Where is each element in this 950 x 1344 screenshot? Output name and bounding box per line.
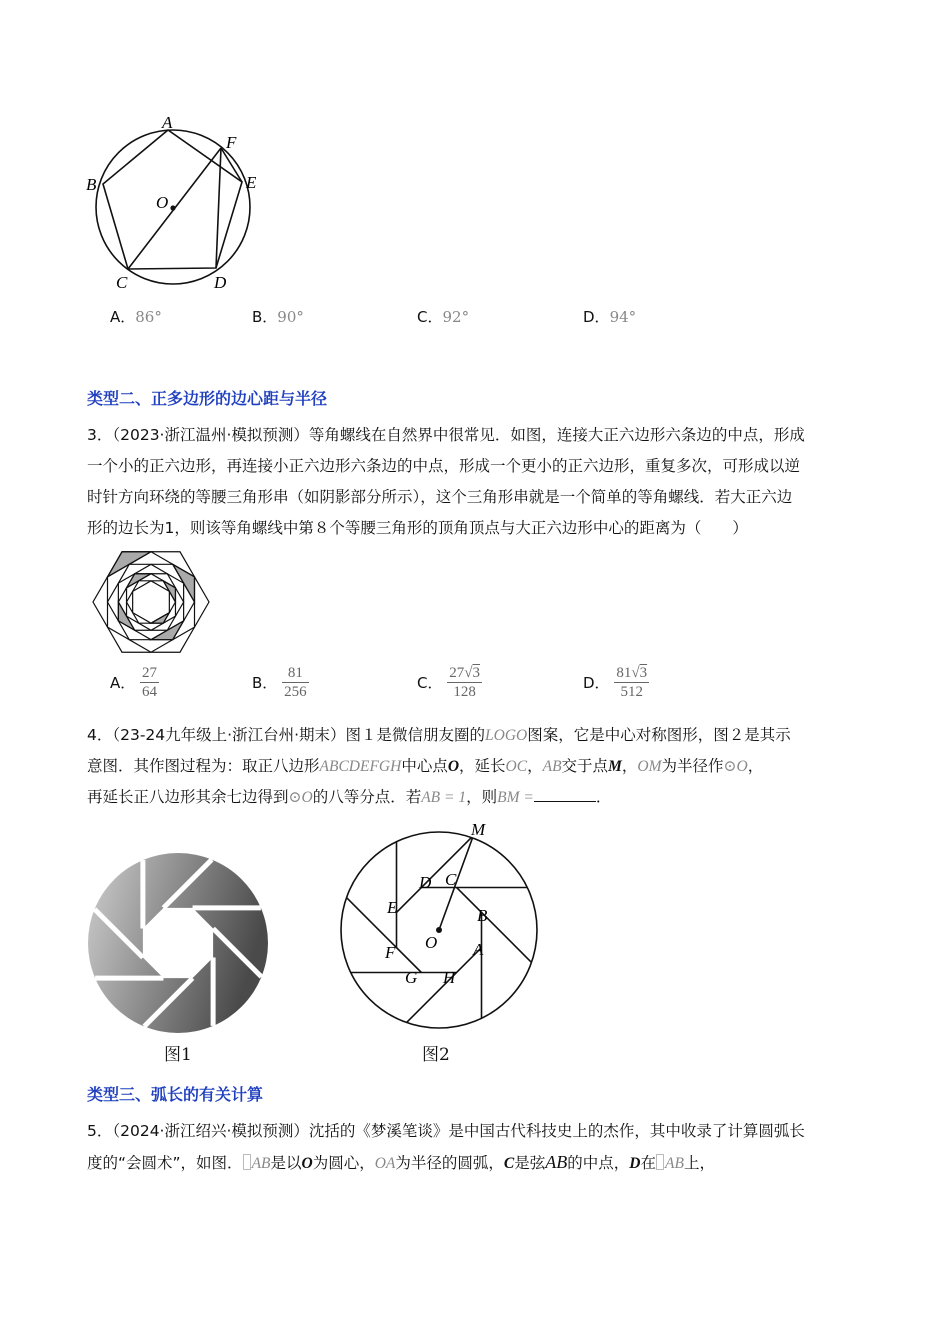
text: 4．（23-24九年级上·浙江台州·期末）图１是微信朋友圈的	[87, 726, 486, 744]
extended-side-line	[457, 888, 532, 963]
fraction	[140, 664, 159, 701]
label-D: D	[419, 873, 432, 892]
option-letter: C．	[417, 674, 443, 692]
formula: M	[608, 758, 622, 775]
label-A: A	[162, 113, 173, 132]
octagon-construction-figure	[335, 818, 545, 1033]
numerator: 27	[142, 665, 158, 681]
label-E: E	[387, 898, 398, 917]
text: 的中点，	[567, 1154, 630, 1172]
formula: OM	[637, 758, 662, 775]
extended-side-line	[347, 898, 422, 973]
label-F: F	[226, 133, 237, 152]
formula: ABCDEFGH	[319, 758, 402, 775]
sqrt-symbol: √	[631, 665, 640, 681]
denominator: 512	[620, 684, 643, 700]
answer-blank[interactable]	[534, 787, 596, 802]
label-H: H	[443, 968, 456, 987]
extended-side-line	[397, 838, 472, 913]
q3-line: 形的边长为1，则该等角螺线中第８个等腰三角形的顶角顶点与大正六边形中心的距离为（ ）	[87, 519, 748, 537]
label-C: C	[116, 273, 128, 292]
q3-option-b[interactable]	[252, 664, 309, 701]
option-letter: A．	[110, 674, 136, 692]
q5-text	[87, 1116, 887, 1179]
formula: O	[447, 758, 460, 775]
q2-option-a[interactable]	[110, 306, 162, 327]
text: 为半径作	[661, 757, 724, 775]
option-letter: B．	[252, 308, 278, 326]
formula: D	[629, 1155, 641, 1172]
text: 为半径的圆弧，	[395, 1154, 504, 1172]
denominator: 256	[284, 684, 307, 700]
text: 意图．其作图过程为：取正八边形	[87, 757, 320, 775]
label-O: O	[425, 933, 438, 952]
q4-line-3	[87, 782, 887, 813]
formula: ⊙O	[723, 758, 748, 775]
text: ，	[747, 757, 764, 775]
q2-option-d[interactable]	[583, 306, 636, 327]
figure2-caption: 图2	[422, 1045, 450, 1065]
option-letter: C．	[417, 308, 443, 326]
formula: AB	[542, 758, 562, 775]
label-G: G	[405, 968, 418, 987]
formula: AB	[545, 1152, 568, 1172]
text: 是弦	[514, 1154, 546, 1172]
q3-text	[87, 420, 877, 544]
q3-option-a[interactable]	[110, 664, 159, 701]
arc-symbol	[656, 1154, 664, 1170]
fraction	[614, 664, 649, 701]
denominator: 64	[142, 684, 158, 700]
formula: C	[503, 1155, 515, 1172]
label-D: D	[214, 273, 227, 292]
label-O: O	[156, 193, 169, 212]
option-value: 90°	[277, 308, 304, 326]
numerator-coef: 81	[616, 665, 632, 681]
denominator: 128	[453, 684, 476, 700]
label-F: F	[385, 943, 396, 962]
option-value: 92°	[442, 308, 470, 326]
label-B: B	[477, 906, 488, 925]
text: ．	[595, 788, 612, 806]
q4-text	[87, 720, 887, 813]
q3-option-c[interactable]	[417, 664, 482, 701]
pentagon-circle-figure	[80, 110, 280, 295]
text: 是以	[270, 1154, 302, 1172]
option-value: 94°	[609, 308, 637, 326]
label-B: B	[86, 175, 97, 194]
shutter-logo-figure	[82, 852, 274, 1034]
label-C: C	[445, 870, 457, 889]
text: 图案，它是中心对称图形，图２是其示	[527, 726, 791, 744]
q2-option-b[interactable]	[252, 306, 304, 327]
q5-line-1: 5．（2024·浙江绍兴·模拟预测）沈括的《梦溪笔谈》是中国古代科技史上的杰作，其中收录了计算圆弧长	[87, 1122, 805, 1140]
numerator	[614, 664, 649, 683]
sqrt-symbol: √	[464, 665, 473, 681]
label-A: A	[473, 940, 484, 959]
formula: AB	[665, 1155, 684, 1172]
q4-line-1	[87, 720, 887, 751]
hexagon-outline	[93, 552, 209, 652]
section2-heading: 类型二、正多边形的边心距与半径	[87, 389, 328, 408]
text: 为圆心，	[312, 1154, 375, 1172]
numerator	[447, 664, 482, 683]
arc-symbol	[243, 1154, 251, 1170]
text: 的八等分点．若	[312, 788, 422, 806]
text: 在	[640, 1154, 657, 1172]
numerator: 81	[282, 664, 309, 683]
label-E: E	[246, 173, 257, 192]
option-value: 86°	[135, 308, 162, 326]
text: 度的“会圆术”，如图．	[87, 1154, 243, 1172]
formula: AB = 1	[421, 789, 467, 806]
option-letter: A．	[110, 308, 136, 326]
radicand: 3	[639, 665, 648, 681]
q3-line: 时针方向环绕的等腰三角形串（如阴影部分所示），这个三角形串就是一个简单的等角螺线．若大正六边	[87, 488, 793, 506]
text: 上，	[683, 1154, 715, 1172]
option-letter: D．	[583, 308, 610, 326]
section3-heading: 类型三、弧长的有关计算	[87, 1085, 264, 1104]
text: 中心点	[401, 757, 448, 775]
q3-line: 一个小的正六边形，再连接小正六边形六条边的中点，形成一个更小的正六边形，重复多次，可形成以逆	[87, 457, 801, 475]
text: ，则	[466, 788, 498, 806]
option-letter: B．	[252, 674, 278, 692]
formula: LOGO	[485, 727, 528, 744]
formula: OA	[374, 1155, 396, 1172]
text: 交于点	[561, 757, 609, 775]
option-letter: D．	[583, 674, 610, 692]
text: ，	[527, 757, 543, 775]
formula: ⊙O	[288, 789, 313, 806]
formula: AB	[251, 1155, 271, 1172]
fraction	[447, 664, 482, 701]
text: 再延长正八边形其余七边得到	[87, 788, 289, 806]
figure1-caption: 图1	[164, 1045, 192, 1065]
q5-line-2	[87, 1147, 887, 1179]
text: ，	[621, 757, 638, 775]
q4-line-2	[87, 751, 887, 782]
formula: BM =	[497, 789, 534, 806]
numerator-coef: 27	[449, 665, 465, 681]
formula: O	[301, 1155, 313, 1172]
text: ，延长	[459, 757, 506, 775]
q3-option-d[interactable]	[583, 664, 649, 701]
label-M: M	[471, 820, 486, 839]
q2-option-c[interactable]	[417, 306, 469, 327]
q3-line: 3．（2023·浙江温州·模拟预测）等角螺线在自然界中很常见．如图，连接大正六边形六条边的中点，形成	[87, 426, 805, 444]
hexagon-spiral-figure	[84, 542, 219, 662]
fraction	[282, 664, 309, 701]
formula: OC	[505, 758, 528, 775]
radicand: 3	[472, 665, 480, 681]
